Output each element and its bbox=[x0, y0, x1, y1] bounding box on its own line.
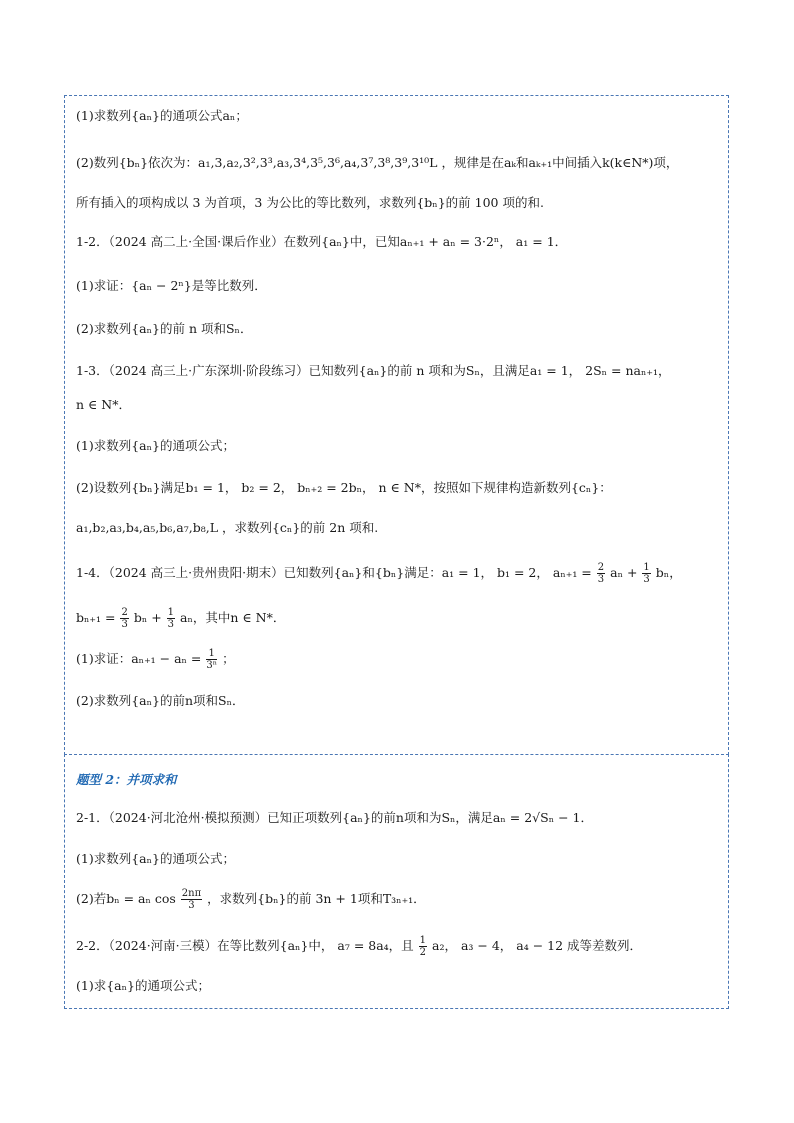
text-line: (1)求{aₙ}的通项公式； bbox=[76, 978, 210, 993]
text-line: (1)求数列{aₙ}的通项公式； bbox=[76, 438, 235, 453]
fraction-denominator: 3 bbox=[597, 574, 605, 585]
text-line bbox=[76, 562, 682, 585]
text-segment: ； bbox=[222, 651, 235, 666]
text-line: 1-2．（2024 高二上·全国·课后作业）在数列{aₙ}中，已知aₙ₊₁ + aₙ = 3·2ⁿ， a₁ = 1． bbox=[76, 234, 568, 249]
text-segment: bₙ₊₁ = bbox=[76, 610, 116, 625]
text-segment: ，求数列{bₙ}的前 3n + 1项和T₃ₙ₊₁． bbox=[207, 891, 426, 906]
fraction-numerator: 1 bbox=[167, 607, 175, 618]
fraction-denominator: 3 bbox=[167, 619, 175, 630]
text-line bbox=[76, 935, 642, 958]
text-line: 1-3．（2024 高三上·广东深圳·阶段练习）已知数列{aₙ}的前 n 项和为Sₙ，且满足a₁ = 1， 2Sₙ = naₙ₊₁， bbox=[76, 363, 671, 378]
text-line: (2)求数列{aₙ}的前 n 项和Sₙ． bbox=[76, 321, 253, 336]
fraction-denominator: 3 bbox=[121, 619, 128, 630]
fraction-denominator: 3 bbox=[643, 574, 650, 585]
text-line: n ∈ N*． bbox=[76, 397, 131, 412]
fraction-numerator: 1 bbox=[419, 935, 427, 946]
fraction bbox=[120, 607, 128, 630]
fraction-denominator: 3 bbox=[188, 900, 195, 911]
fraction-numerator: 2nπ bbox=[181, 888, 202, 899]
fraction bbox=[642, 562, 650, 585]
text-segment: a₂， a₃ − 4， a₄ − 12 成等差数列． bbox=[432, 938, 643, 953]
text-segment: aₙ + bbox=[610, 565, 638, 580]
text-line: 2-1．（2024·河北沧州·模拟预测）已知正项数列{aₙ}的前n项和为Sₙ，满足aₙ = 2√Sₙ − 1． bbox=[76, 810, 593, 825]
text-segment: 1-4．（2024 高三上·贵州贵阳·期末）已知数列{aₙ}和{bₙ}满足：a₁ = 1， b₁ = 2， aₙ₊₁ = bbox=[76, 565, 592, 580]
text-line: 所有插入的项构成以 3 为首项，3 为公比的等比数列，求数列{bₙ}的前 100 项的和. bbox=[76, 195, 544, 210]
text-line: (1)求数列{aₙ}的通项公式； bbox=[76, 851, 235, 866]
fraction bbox=[419, 935, 427, 958]
text-line: (2)求数列{aₙ}的前n项和Sₙ． bbox=[76, 693, 245, 708]
text-segment: aₙ，其中n ∈ N*． bbox=[180, 610, 286, 625]
text-line: (2)设数列{bₙ}满足b₁ = 1， b₂ = 2， bₙ₊₂ = 2bₙ， n ∈ N*，按照如下规律构造新数列{cₙ}： bbox=[76, 480, 612, 495]
text-segment: (2)若bₙ = aₙ cos bbox=[76, 891, 176, 906]
text-line: (2)数列{bₙ}依次为：a₁,3,a₂,3²,3³,a₃,3⁴,3⁵,3⁶,a₄,3⁷,3⁸,3⁹,3¹⁰L ，规律是在aₖ和aₖ₊₁中间插入k(k∈N*)项， bbox=[76, 155, 679, 170]
text-line bbox=[76, 607, 285, 630]
fraction-denominator: 2 bbox=[419, 947, 427, 958]
fraction bbox=[597, 562, 605, 585]
text-line bbox=[76, 648, 235, 671]
fraction-numerator: 2 bbox=[121, 607, 128, 618]
fraction-numerator: 1 bbox=[643, 562, 650, 573]
text-segment: bₙ， bbox=[655, 565, 682, 580]
text-segment: 2-2．（2024·河南·三模）在等比数列{aₙ}中， a₇ = 8a₄，且 bbox=[76, 938, 414, 953]
text-line bbox=[76, 888, 426, 911]
text-line: (1)求数列{aₙ}的通项公式aₙ； bbox=[76, 108, 248, 123]
fraction-denominator: 3ⁿ bbox=[206, 660, 218, 671]
text-segment: (1)求证：aₙ₊₁ − aₙ = bbox=[76, 651, 202, 666]
fraction bbox=[181, 888, 202, 911]
text-line: a₁,b₂,a₃,b₄,a₅,b₆,a₇,b₈,L ，求数列{cₙ}的前 2n 项和. bbox=[76, 520, 379, 535]
fraction bbox=[167, 607, 175, 630]
problem-box-2 bbox=[64, 754, 729, 1009]
fraction-numerator: 1 bbox=[206, 648, 217, 660]
fraction-numerator: 2 bbox=[597, 562, 605, 573]
fraction bbox=[206, 648, 217, 671]
section-heading: 题型 2：并项求和 bbox=[76, 772, 177, 787]
text-segment: bₙ + bbox=[133, 610, 162, 625]
text-line: (1)求证：{aₙ − 2ⁿ}是等比数列． bbox=[76, 278, 267, 293]
